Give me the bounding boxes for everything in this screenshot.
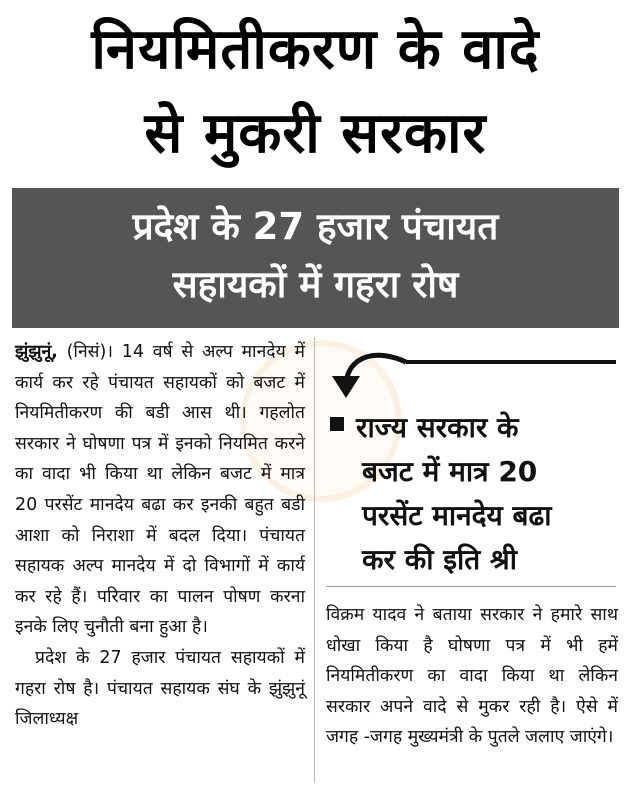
subheadline-line-1: प्रदेश के 27 हजार पंचायत (132, 205, 499, 248)
dateline: झुंझुनूं, (15, 342, 58, 362)
left-paragraph-1-text: (निसं)। 14 वर्ष से अल्प मानदेय में कार्य कर रहे पंचायत सहायकों को बजट में नियमितीकरण की बडी आस थी। गहलोत सरकार ने घोषणा पत्र में इनको नियमित करने का वादा भी किया था लेकिन बजट में मात्र 20 परसेंट मानदेय बढा कर इनकी बहुत बडी आशा को निराशा में बदल दिया। पंचायत सहायक अल्प मानदेय में दो विभागों में कार्य कर रहे हैं। परिवार का पालन पोषण करना इनके लिए चुनौती बना हुआ है। (15, 342, 305, 638)
right-paragraph: विक्रम यादव ने बताया सरकार ने हमारे साथ धोखा किया है घोषणा पत्र में भी हमें नियमितीकरण का वादा किया था लेकिन सरकार अपने वादे से मुकर रही है। ऐसे में जगह -जगह मुख्यमंत्री के पुतले जलाए जाएंगे। (326, 605, 618, 748)
left-column (15, 337, 305, 735)
highlight-line-1 (330, 406, 626, 450)
headline (0, 8, 631, 176)
highlight-line-3: परसेंट मानदेय बढा (362, 499, 552, 532)
headline-line-2: से मुकरी सरकार (144, 101, 487, 166)
highlight-box (330, 406, 626, 582)
subheadline-banner (12, 188, 619, 328)
square-bullet-icon (330, 417, 344, 431)
left-paragraph-1 (15, 337, 305, 643)
right-column (326, 600, 618, 753)
headline-line-1: नियमितीकरण के वादे (91, 17, 540, 82)
highlight-line-2: बजट में मात्र 20 (362, 455, 538, 488)
arrow-decoration (326, 336, 626, 406)
curved-arrow-icon (326, 336, 626, 406)
subheadline-line-2: सहायकों में गहरा रोष (172, 263, 459, 306)
column-divider (314, 337, 315, 783)
horizontal-rule (326, 586, 616, 587)
highlight-line-4: कर की इति श्री (362, 543, 517, 576)
highlight-line-1-text: राज्य सरकार के (356, 411, 519, 444)
left-paragraph-2: प्रदेश के 27 हजार पंचायत सहायकों में गहरा रोष है। पंचायत सहायक संघ के झुंझुनूं जिलाध्यक्ष (15, 647, 305, 730)
